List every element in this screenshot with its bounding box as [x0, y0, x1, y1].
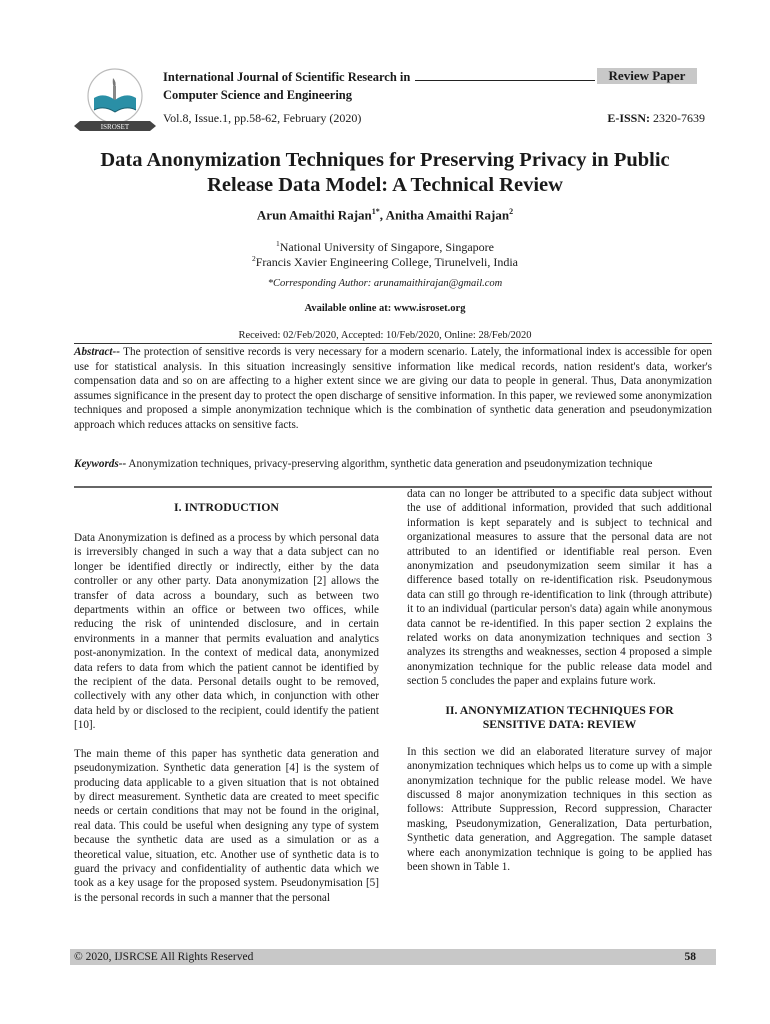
author-2-marker: 2 [509, 207, 514, 216]
issn-value: 2320-7639 [653, 111, 705, 125]
section-2-heading [407, 703, 712, 731]
paper-title [60, 148, 710, 198]
abstract-text: The protection of sensitive records is very necessary for a modern scenario. Lately, the informational index is accessible for open use for statistical analysis. In this situation increasingly sensitive information like medical records, nation resident's data, worker's compensation data and so on are affecting to a higher extent since we are giving our data to people in general. Thus, Data anonymization assumes significance in the present day to protect the open discharge of sensitive information. In this paper, we reviewed some anonymization techniques and proposed a simple anonymization technique which is the combination of synthetic data generation and pseudonymization approach which reduces attacks on sensitive facts. [74, 346, 712, 431]
page-footer [70, 949, 716, 965]
affiliation-1-text: National University of Singapore, Singapore [279, 240, 495, 254]
journal-name [163, 68, 595, 104]
abstract [74, 345, 712, 432]
author-2: Anitha Amaithi Rajan [385, 207, 510, 223]
journal-name-line1: International Journal of Scientific Research in [163, 70, 411, 84]
section-2-paragraph-1: In this section we did an elaborated literature survey of major anonymization techniques which helps us to come up with a simple anonymization technique for the public release model. We have discussed 8 major anonymization techniques in this section as follows: Attribute Suppression, Record suppression, Character masking, Pseudonymization, Generalization, Data perturbation, Synthetic data generation, and Aggregation. The sample dataset where each anonymization technique is going to be applied has been shown in Table 1. [407, 745, 712, 873]
author-1: Arun Amaithi Rajan [256, 207, 372, 223]
section-1-heading: I. INTRODUCTION [174, 500, 279, 514]
left-column [74, 500, 379, 905]
abstract-top-divider [74, 343, 712, 344]
journal-name-line2: Computer Science and Engineering [163, 88, 353, 102]
page-number: 58 [684, 951, 696, 963]
paper-title-line2: Release Data Model: A Technical Review [207, 174, 563, 196]
section-1-paragraph-2: The main theme of this paper has synthetic data generation and pseudonymization. Synthetic data generation [4] is the system of producing data applicable to a given situation that is not obtained by direct measurement. Synthetic data are created to meet specific needs or certain conditions that may not be found in the original, real data. This could be useful when designing any type of system because the synthetic data are used as a simulation or as a theoretical value, situation, etc. Another use of synthetic data is to guard the privacy and confidentiality of authentic data which we took as a key usage for the proposed system. Pseudonymisation [5] is the personal records in such a manner that the personal [74, 747, 379, 904]
issn-info [607, 111, 705, 126]
section-2-heading-line1: II. ANONYMIZATION TECHNIQUES FOR [445, 702, 674, 717]
abstract-label: Abstract-- [74, 346, 120, 358]
section-2-heading-line2: SENSITIVE DATA: REVIEW [482, 716, 637, 731]
keywords-text: Anonymization techniques, privacy-preserving algorithm, synthetic data generation and pseudonymization technique [126, 458, 653, 470]
corresponding-author: *Corresponding Author: arunamaithirajan@gmail.com [267, 278, 503, 289]
journal-header [0, 0, 770, 140]
author-separator: , [379, 207, 386, 223]
author-list [60, 207, 710, 223]
issn-label: E-ISSN: [607, 111, 650, 125]
volume-info: Vol.8, Issue.1, pp.58-62, February (2020) [163, 111, 362, 125]
available-online: Available online at: www.isroset.org [304, 303, 466, 314]
right-column [407, 487, 712, 874]
affiliation-2 [60, 251, 710, 270]
isroset-logo-icon [72, 66, 158, 138]
section-1-paragraph-2-continued: data can no longer be attributed to a specific data subject without the use of additional information, provided that such additional information is kept separately and is subject to technical and organizational measures to assure that the personal data are not attributed to an identified or identifiable real person. Even anonymization and pseudonymization seem similar it has a difference based totally on re-identification risk. Pseudonymous data can still go through re-identification to link (through attribute) it to an individual (particular person's data) again while anonymous data cannot be re-identified. In this paper section 2 explains the related works on data anonymization techniques and section 3 analyzes its strengths and weaknesses, section 4 proposed a simple anonymization technique for the public release data model and section 5 concludes the paper and explains future work. [407, 488, 712, 688]
journal-name-underline [415, 71, 595, 81]
section-1-paragraph-1: Data Anonymization is defined as a process by which personal data is irreversibly changed in such a way that a data subject can no longer be identified directly or indirectly, either by the data controller or any other party. Data anonymization [2] allows the transfer of data across a boundary, such as between two departments within an office or between two offices, while reducing the risk of unintended disclosure, and in certain environments in a manner that permits evaluation and analytics post-anonymization. In the context of medical data, anonymized data refers to data from which the patient cannot be identified by the recipient of the data. Personal details ought to be removed, collectively with any other data which, in conjunction with other data held by or disclosed to the recipient, could identify the patient [10]. [74, 532, 379, 732]
received-dates: Received: 02/Feb/2020, Accepted: 10/Feb/2020, Online: 28/Feb/2020 [238, 330, 532, 341]
svg-text:ISROSET: ISROSET [100, 123, 130, 131]
paper-type-badge: Review Paper [597, 68, 697, 84]
affiliation-1-marker: 1 [275, 239, 280, 248]
keywords-label: Keywords-- [74, 458, 127, 470]
affiliation-2-text: Francis Xavier Engineering College, Tirunelveli, India [255, 255, 519, 269]
keywords [74, 457, 712, 472]
copyright-notice: © 2020, IJSRCSE All Rights Reserved [74, 951, 254, 963]
author-1-marker: 1* [371, 207, 380, 216]
paper-title-line1: Data Anonymization Techniques for Preserving Privacy in Public [100, 149, 670, 171]
affiliation-2-marker: 2 [251, 254, 256, 263]
